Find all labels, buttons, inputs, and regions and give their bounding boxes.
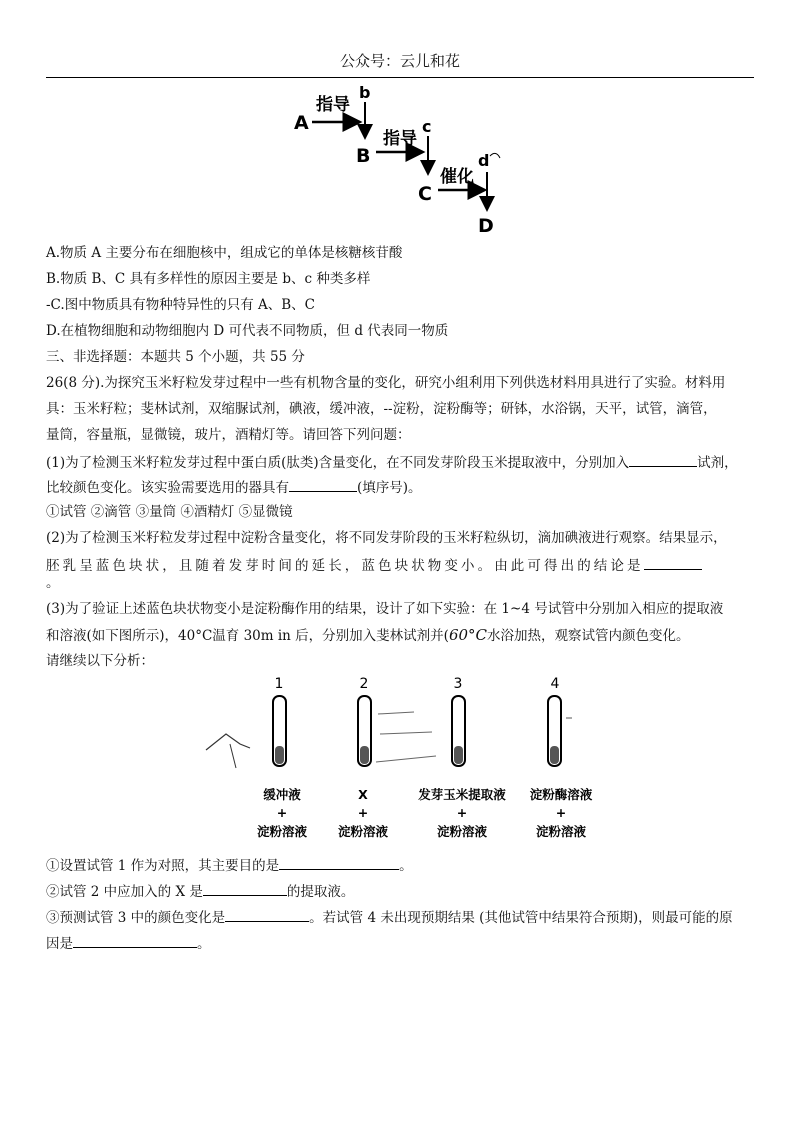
- label-B: B: [356, 145, 371, 167]
- q26-part1-tools-suffix: (填序号)。: [357, 480, 422, 496]
- q26-intro-1: 26(8 分).为探究玉米籽粒发芽过程中一些有机物含量的变化，研究小组利用下列供选材料用具进行了实验。材料用: [46, 375, 726, 391]
- tube-4-liquid: [550, 746, 559, 764]
- q26-sub3-text-2: 。若试管 4 未出现预期结果 (其他试管中结果符合预期)，则最可能的原: [309, 910, 733, 926]
- tube-4-number: 4: [550, 676, 560, 692]
- q26-part3-prompt: 请继续以下分析：: [46, 653, 154, 669]
- q26-sub2-end: 的提取液。: [286, 884, 355, 900]
- stray-mark-mid-1: [378, 712, 414, 714]
- answer-blank-control-purpose[interactable]: [279, 855, 399, 870]
- answer-blank-x[interactable]: [203, 881, 287, 896]
- arrow-label-3: 催化: [440, 167, 474, 187]
- label-d: d: [478, 151, 490, 170]
- label-C: C: [418, 183, 432, 205]
- page-header: 公众号：云儿和花: [339, 52, 460, 70]
- stray-mark-mid-2: [380, 732, 432, 734]
- q26-part2-end: 。: [46, 575, 60, 591]
- tube-1-liquid: [275, 746, 284, 764]
- label-c: c: [422, 117, 432, 136]
- q26-sub3-line2: [46, 933, 211, 953]
- label-D: D: [478, 215, 494, 236]
- q26-part1-line1: [46, 452, 738, 472]
- answer-blank-color-change[interactable]: [225, 907, 309, 922]
- q26-part2-line1: (2)为了检测玉米籽粒发芽过程中淀粉含量变化，将不同发芽阶段的玉米籽粒纵切，滴加碘液进行观察。结果显示，: [46, 530, 727, 546]
- scribble-mark: [490, 153, 500, 158]
- tube-4-plus: +: [555, 805, 567, 820]
- tube-2-liquid: [360, 746, 369, 764]
- temperature-60c: 60°C: [448, 626, 488, 644]
- q26-sub1-text: ①设置试管 1 作为对照，其主要目的是: [46, 858, 280, 874]
- stray-mark-mid-3: [376, 756, 436, 762]
- tube-2-top-label: X: [358, 787, 368, 802]
- tube-3-plus: +: [456, 805, 468, 820]
- section-heading: 三、非选择题：本题共 5 个小题，共 55 分: [46, 349, 305, 365]
- q26-tool-list: ①试管 ②滴管 ③量筒 ④酒精灯 ⑤显微镜: [46, 504, 293, 520]
- answer-blank-reason[interactable]: [73, 933, 197, 948]
- tube-3-number: 3: [453, 676, 463, 692]
- label-A: A: [294, 112, 309, 134]
- q26-sub3-reason: 因是: [46, 936, 73, 952]
- q26-sub3-end: 。: [197, 936, 211, 952]
- tube-4-top-label: 淀粉酶溶液: [529, 787, 593, 802]
- header-divider: [46, 77, 754, 78]
- pathway-diagram: [290, 84, 520, 236]
- q26-part2-text: 胚乳呈蓝色块状，且随着发芽时间的延长，蓝色块状物变小。由此可得出的结论是: [46, 558, 644, 574]
- label-b: b: [359, 84, 371, 102]
- q26-sub3: [46, 907, 733, 927]
- q26-part1-suffix: 试剂，: [697, 455, 738, 471]
- q26-sub2: [46, 881, 354, 901]
- q26-intro-2: 具：玉米籽粒；斐林试剂，双缩脲试剂，碘液，缓冲液，--淀粉，淀粉酶等；研钵，水浴锅，天平，试管，滴管，: [46, 401, 717, 417]
- tube-2-plus: +: [357, 805, 369, 820]
- q26-sub2-text: ②试管 2 中应加入的 X 是: [46, 884, 203, 900]
- q26-sub1-end: 。: [399, 858, 413, 874]
- answer-blank-tools[interactable]: [289, 477, 357, 492]
- answer-blank-reagent[interactable]: [629, 452, 697, 467]
- q26-part3-line2: [46, 626, 690, 645]
- option-d: D.在植物细胞和动物细胞内 D 可代表不同物质，但 d 代表同一物质: [46, 323, 449, 339]
- q26-part2-line2: [46, 555, 702, 575]
- tube-1-number: 1: [274, 676, 284, 692]
- q26-part3-line1: (3)为了验证上述蓝色块状物变小是淀粉酶作用的结果，设计了如下实验：在 1~4 号试管中分别加入相应的提取液: [46, 601, 724, 617]
- tube-1-top-label: 缓冲液: [263, 787, 301, 802]
- q26-part1-line2: [46, 477, 422, 497]
- q26-part3-text: 和溶液(如下图所示)，40°C温育 30m in 后，分别加入斐林试剂并(: [46, 628, 449, 644]
- option-c: -C.图中物质具有物种特异性的只有 A、B、C: [46, 297, 315, 313]
- tube-3-top-label: 发芽玉米提取液: [418, 787, 506, 802]
- q26-part1-text: (1)为了检测玉米籽粒发芽过程中蛋白质(肽类)含量变化，在不同发芽阶段玉米提取液中，分别加入: [46, 455, 630, 471]
- q26-part3-text-end: 水浴加热，观察试管内颜色变化。: [487, 628, 690, 644]
- tube-4-bottom-label: 淀粉溶液: [535, 824, 587, 839]
- test-tube-figure: [200, 674, 620, 850]
- tube-3-liquid: [454, 746, 463, 764]
- q26-sub3-text: ③预测试管 3 中的颜色变化是: [46, 910, 226, 926]
- tube-3-bottom-label: 淀粉溶液: [436, 824, 488, 839]
- arrow-label-1: 指导: [316, 95, 350, 115]
- q26-sub1: [46, 855, 413, 875]
- tube-2-bottom-label: 淀粉溶液: [337, 824, 389, 839]
- stray-mark-left-2: [230, 744, 236, 768]
- answer-blank-conclusion[interactable]: [644, 555, 702, 570]
- q26-intro-3: 量筒，容量瓶，显微镜，玻片，酒精灯等。请回答下列问题：: [46, 427, 411, 443]
- tube-1-bottom-label: 淀粉溶液: [256, 824, 308, 839]
- tube-1-plus: +: [276, 805, 288, 820]
- q26-part1-tools-prompt: 比较颜色变化。该实验需要选用的器具有: [46, 480, 289, 496]
- tube-2-number: 2: [359, 676, 369, 692]
- option-a: A.物质 A 主要分布在细胞核中，组成它的单体是核糖核苷酸: [46, 245, 403, 261]
- option-b: B.物质 B、C 具有多样性的原因主要是 b、c 种类多样: [46, 271, 371, 287]
- stray-mark-left: [206, 734, 250, 750]
- arrow-label-2: 指导: [383, 129, 417, 149]
